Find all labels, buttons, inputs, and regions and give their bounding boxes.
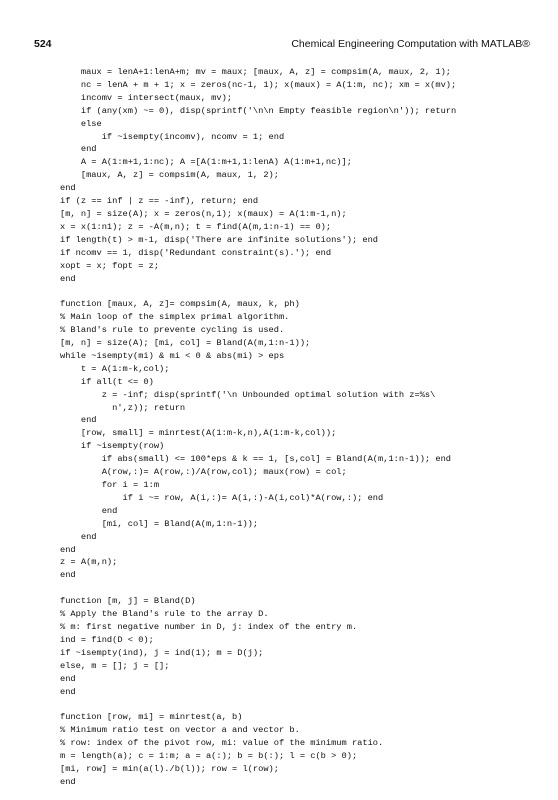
code-line: [m, n] = size(A); [mi, col] = Bland(A(m,1:n-1)); xyxy=(60,338,311,349)
page-number: 524 xyxy=(34,38,52,50)
code-line xyxy=(60,698,530,711)
code-line: end xyxy=(60,505,118,516)
code-line: if all(t <= 0) xyxy=(60,376,154,387)
code-line: nc = lenA + m + 1; x = zeros(nc-1, 1); x(maux) = A(1:m, nc); xm = x(mv); xyxy=(60,79,457,90)
code-line: if ~isempty(row) xyxy=(60,441,165,452)
code-line: end xyxy=(60,776,76,787)
code-line xyxy=(60,285,530,298)
code-line: function [maux, A, z]= compsim(A, maux, k, ph) xyxy=(60,299,300,310)
code-line: t = A(1:m-k,col); xyxy=(60,363,170,374)
code-line: else xyxy=(60,118,102,129)
code-line: if i ~= row, A(i,:)= A(i,:)-A(i,col)*A(row,:); end xyxy=(60,492,384,503)
code-line: A = A(1:m+1,1:nc); A =[A(1:m+1,1:lenA) A(1:m+1,nc)]; xyxy=(60,157,352,168)
code-line: if ~isempty(ind), j = ind(1); m = D(j); xyxy=(60,647,264,658)
code-line: % Minimum ratio test on vector a and vector b. xyxy=(60,725,300,736)
code-line: end xyxy=(60,144,97,155)
code-line: end xyxy=(60,183,76,194)
code-line: n',z)); return xyxy=(60,402,186,413)
code-line: if ~isempty(incomv), ncomv = 1; end xyxy=(60,131,285,142)
code-line: end xyxy=(60,415,97,426)
code-line: [maux, A, z] = compsim(A, maux, 1, 2); xyxy=(60,170,279,181)
code-line: % m: first negative number in D, j: index of the entry m. xyxy=(60,621,358,632)
code-line: function [row, mi] = minrtest(a, b) xyxy=(60,712,243,723)
code-line: % Main loop of the simplex primal algorithm. xyxy=(60,312,290,323)
code-line: function [m, j] = Bland(D) xyxy=(60,596,196,607)
code-line: end xyxy=(60,544,76,555)
code-line: % row: index of the pivot row, mi: value of the minimum ratio. xyxy=(60,738,384,749)
code-line: x = x(1:n1); z = -A(m,n); t = find(A(m,1:n-1) == 0); xyxy=(60,221,332,232)
code-line: if (z == inf | z == -inf), return; end xyxy=(60,196,259,207)
code-line: maux = lenA+1:lenA+m; mv = maux; [maux, A, z] = compsim(A, maux, 2, 1); xyxy=(60,67,452,77)
code-line: [mi, row] = min(a(l)./b(l)); row = l(row); xyxy=(60,763,279,774)
code-line: end xyxy=(60,570,76,581)
code-line: xopt = x; fopt = z; xyxy=(60,260,160,271)
code-line: z = -inf; disp(sprintf('\n Unbounded optimal solution with z=%s\ xyxy=(60,389,436,400)
code-line: while ~isempty(mi) & mi < 0 & abs(mi) > eps xyxy=(60,350,285,361)
page-header xyxy=(34,38,530,54)
code-listing xyxy=(60,66,530,789)
code-line: if (any(xm) ~= 0), disp(sprintf('\n\n Empty feasible region\n')); return xyxy=(60,105,457,116)
code-line: end xyxy=(60,273,76,284)
code-line: % Apply the Bland's rule to the array D. xyxy=(60,609,269,620)
code-line: if abs(small) <= 100*eps & k == 1, [s,col] = Bland(A(m,1:n-1)); end xyxy=(60,454,452,465)
code-line: for i = 1:m xyxy=(60,480,160,490)
code-line: if length(t) > m-1, disp('There are infinite solutions'); end xyxy=(60,234,379,245)
code-line: [mi, col] = Bland(A(m,1:n-1)); xyxy=(60,518,259,529)
code-line: else, m = []; j = []; xyxy=(60,660,170,671)
code-line: end xyxy=(60,686,76,697)
code-line: m = length(a); c = 1:m; a = a(:); b = b(:); l = c(b > 0); xyxy=(60,751,358,762)
code-line xyxy=(60,582,530,595)
code-line: [m, n] = size(A); x = zeros(n,1); x(maux) = A(1:m-1,n); xyxy=(60,208,347,219)
running-title: Chemical Engineering Computation with MATLAB® xyxy=(291,38,530,50)
code-line: if ncomv == 1, disp('Redundant constraint(s).'); end xyxy=(60,247,332,258)
code-line: % Bland's rule to prevente cycling is used. xyxy=(60,325,285,336)
code-line: end xyxy=(60,531,97,542)
code-line: ind = find(D < 0); xyxy=(60,634,154,645)
code-line: z = A(m,n); xyxy=(60,557,118,568)
code-line: end xyxy=(60,673,76,684)
code-line: incomv = intersect(maux, mv); xyxy=(60,92,233,103)
code-line: A(row,:)= A(row,:)/A(row,col); maux(row) = col; xyxy=(60,467,347,478)
code-line: [row, small] = minrtest(A(1:m-k,n),A(1:m-k,col)); xyxy=(60,428,337,439)
